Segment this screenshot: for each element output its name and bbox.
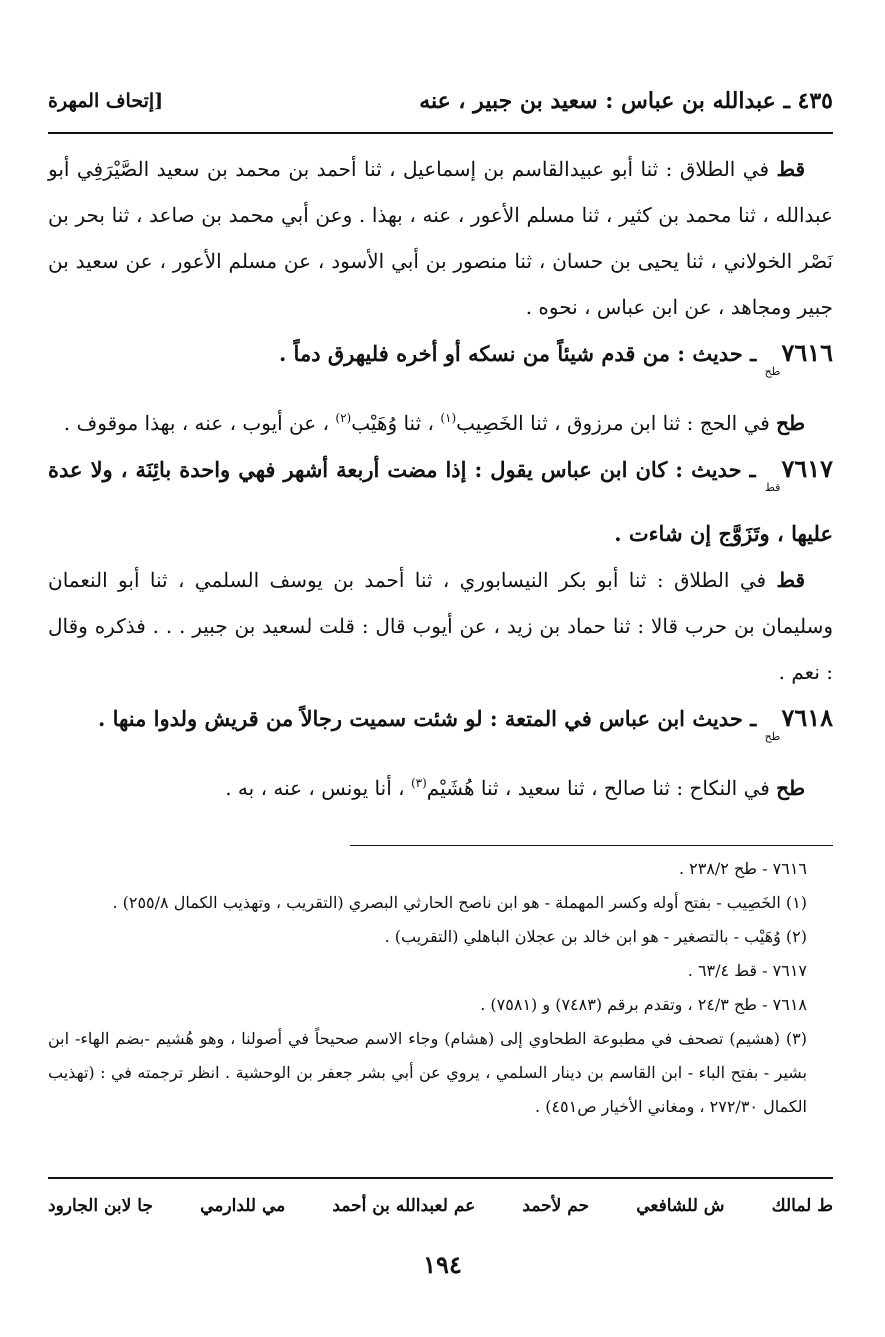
chain-paragraph [48, 557, 833, 695]
hadith-number: ٧٦١٧ [781, 454, 833, 483]
chain-paragraph [48, 146, 833, 330]
source-code: قط [776, 157, 805, 181]
footnote: (٢) وُهَيْب - بالتصغير - هو ابن خالد بن عجلان الباهلي (التقريب) . [384, 927, 807, 946]
paragraph-text: في الطلاق : ثنا أبو بكر النيسابوري ، ثنا أحمد بن يوسف السلمي ، ثنا أبو النعمان وسليمان بن حرب قالا : ثنا حماد بن زيد ، عن أيوب قال : قلت لسعيد بن جبير . . . فذكره وقال : نعم . [48, 568, 833, 684]
source-code: قط [764, 481, 781, 494]
siglum: ش للشافعي [636, 1196, 725, 1216]
siglum: حم لأحمد [522, 1196, 590, 1216]
footnote-marker: (١) [440, 411, 457, 425]
footnote-marker: (٢) [335, 411, 352, 425]
paragraph-text: في النكاح : ثنا صالح ، ثنا سعيد ، ثنا هُشَيْم [426, 776, 777, 800]
main-text [48, 146, 833, 811]
source-code: طح [776, 776, 805, 800]
book-title: [إتحاف المهرة [48, 90, 164, 112]
sigla-rule [48, 1177, 833, 1179]
siglum: عم لعبدالله بن أحمد [332, 1196, 476, 1216]
paragraph-text: ، عن أيوب ، عنه ، بهذا موقوف . [63, 411, 336, 435]
hadith-text: ـ حديث : كان ابن عباس يقول : إذا مضت أربعة أشهر فهي واحدة بائِنَة ، ولا عدة عليها ، وتَزَوَّج إن شاءت . [48, 457, 833, 546]
running-header [48, 88, 833, 122]
source-code: قط [776, 568, 805, 592]
hadith-entry [48, 446, 833, 557]
footnote: ٧٦١٨ - طح ٢٤/٣ ، وتقدم برقم (٧٤٨٣) و (٧٥٨١) . [480, 995, 807, 1014]
hadith-entry [48, 330, 833, 395]
hadith-entry [48, 695, 833, 760]
footnote-rule [350, 845, 833, 846]
footnote-marker: (٣) [410, 776, 427, 790]
paragraph-text: ، ثنا وُهَيْب [351, 411, 441, 435]
chapter-title: ٤٣٥ ـ عبدالله بن عباس : سعيد بن جبير ، عنه [419, 88, 833, 114]
siglum: مي للدارمي [200, 1196, 286, 1216]
source-code: طح [764, 365, 781, 378]
paragraph-text: ، أنا يونس ، عنه ، به . [225, 776, 411, 800]
footnote: (٣) (هشيم) تصحف في مطبوعة الطحاوي إلى (هشام) وجاء الاسم صحيحاً في أصولنا ، وهو هُشيم -بضم الهاء- ابن بشير - بفتح الباء - ابن القاسم بن دينار السلمي ، يروي عن أبي بشر جعفر بن الوحشية . انظر ترجمته في : (تهذيب الكمال ٢٧٢/٣٠ ، ومغاني الأخيار ص٤٥١) . [48, 1029, 808, 1116]
header-rule [48, 132, 833, 134]
footnote: (١) الخَصِيب - بفتح أوله وكسر المهملة - هو ابن ناصح الحارثي البصري (التقريب ، وتهذيب الكمال ٢٥٥/٨) . [112, 893, 807, 912]
chain-paragraph [48, 760, 833, 811]
chain-paragraph [48, 395, 833, 446]
source-code: طح [776, 411, 805, 435]
hadith-number: ٧٦١٦ [781, 338, 833, 367]
sigla-legend [48, 1196, 833, 1216]
page-number: ١٩٤ [423, 1250, 462, 1279]
siglum: ط لمالك [771, 1196, 833, 1216]
source-code: طح [764, 730, 781, 743]
paragraph-text: في الطلاق : ثنا أبو عبيدالقاسم بن إسماعيل ، ثنا أحمد بن محمد بن سعيد الصَّيْرَفِي أبو عبدالله ، ثنا محمد بن كثير ، ثنا مسلم الأعور ، عنه ، بهذا . وعن أبي محمد بن صاعد ، ثنا بحر بن نَصْر الخولاني ، ثنا يحيى بن حسان ، ثنا منصور بن أبي الأسود ، عن مسلم الأعور ، عن سعيد بن جبير ومجاهد ، عن ابن عباس ، نحوه . [48, 157, 833, 319]
siglum: جا لابن الجارود [48, 1196, 153, 1216]
footnotes [48, 852, 833, 1124]
hadith-text: ـ حديث : من قدم شيئاً من نسكه أو أخره فليهرق دماً . [278, 341, 764, 366]
paragraph-text: في الحج : ثنا ابن مرزوق ، ثنا الخَصِيب [456, 411, 777, 435]
hadith-text: ـ حديث ابن عباس في المتعة : لو شئت سميت رجالاً من قريش ولدوا منها . [98, 706, 764, 731]
footnote: ٧٦١٦ - طح ٢٣٨/٢ . [678, 859, 807, 878]
hadith-number: ٧٦١٨ [781, 703, 833, 732]
footnote: ٧٦١٧ - قط ٦٣/٤ . [687, 961, 807, 980]
